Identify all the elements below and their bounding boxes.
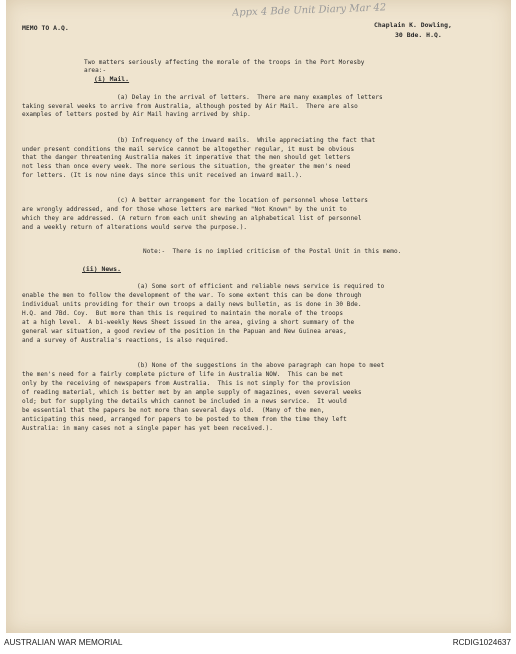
footer-reference: RCDIG1024637: [452, 638, 511, 647]
memo-heading: MEMO TO A.Q.: [22, 24, 69, 32]
news-b-line-4: of reading material, which is better met by an ample supply of magazines, even several weeks: [22, 389, 362, 396]
news-a-line-6: general war situation, a good review of the position in the Papuan and New Guinea areas,: [22, 328, 347, 335]
para-c-line-2: are wrongly addressed, and for those whose letters are marked "Not Known" by the unit to: [22, 206, 347, 213]
from-line-2: 30 Bde. H.Q.: [395, 31, 442, 39]
news-a-line-5: at a high level. A bi-weekly News Sheet issued in the area, giving a short summary of the: [22, 319, 355, 326]
news-heading: (ii) News.: [82, 265, 121, 273]
para-b-line-3: that the danger threatening Australia makes it imperative that the men should get letters: [22, 154, 351, 161]
intro-line-2: area:-: [84, 67, 107, 74]
handwritten-annotation: Appx 4 Bde Unit Diary Mar 42: [231, 2, 387, 19]
news-b-line-1: (b) None of the suggestions in the above paragraph can hope to meet: [137, 362, 385, 369]
mail-heading: (i) Mail.: [94, 75, 130, 83]
news-b-line-6: be essential that the papers be not more than several days old. (Many of the men,: [22, 407, 325, 414]
para-a-line-2: taking several weeks to arrive from Australia, although posted by Air Mail. There are also: [22, 103, 358, 110]
para-b-line-4: not less than once every week. The more serious the situation, the greater the men's need: [22, 163, 351, 170]
intro-line-1: Two matters seriously affecting the morale of the troops in the Port Moresby: [84, 59, 365, 66]
para-b-line-5: for letters. (It is now nine days since this unit received an inward mail.).: [22, 172, 303, 179]
para-c-line-1: (c) A better arrangement for the location of personnel whose letters: [117, 197, 368, 204]
footer-source: AUSTRALIAN WAR MEMORIAL: [4, 638, 123, 647]
news-a-line-1: (a) Some sort of efficient and reliable news service is required to: [137, 283, 385, 290]
news-b-line-5: old; but for supplying the details which cannot be included in a news service. It would: [22, 398, 347, 405]
news-a-line-7: and a survey of Australia's reactions, is also required.: [22, 337, 229, 344]
para-c-line-4: and a weekly return of alterations would serve the purpose.).: [22, 224, 248, 231]
news-b-line-2: the men's need for a fairly complete picture of life in Australia NOW. This can be met: [22, 371, 344, 378]
para-b-line-1: (b) Infrequency of the inward mails. While appreciating the fact that: [117, 137, 376, 144]
from-line-1: Chaplain K. Dowling,: [374, 21, 452, 29]
para-a-line-1: (a) Delay in the arrival of letters. There are many examples of letters: [117, 94, 383, 101]
para-b-line-2: under present conditions the mail service cannot be altogether regular, it must be obvious: [22, 146, 355, 153]
para-a-line-3: examples of letters posted by Air Mail having arrived by ship.: [22, 111, 251, 118]
para-c-line-3: which they are addressed. (A return from each unit shewing an alphabetical list of personnel: [22, 215, 362, 222]
postal-note: Note:- There is no implied criticism of the Postal Unit in this memo.: [143, 248, 402, 255]
news-b-line-7: anticipating this need, arranged for papers to be posted to them from the time they left: [22, 416, 347, 423]
news-b-line-8: Australia: in many cases not a single paper has yet been received.).: [22, 425, 273, 432]
news-a-line-4: H.Q. and 7Bd. Coy. But more than this is required to maintain the morale of the troops: [22, 310, 344, 317]
news-a-line-2: enable the men to follow the development of the war. To some extent this can be done through: [22, 292, 362, 299]
archive-footer: [0, 633, 516, 654]
news-a-line-3: individual units providing for their own troops a daily news bulletin, as is done in 30 Bde.: [22, 301, 362, 308]
news-b-line-3: only by the receiving of newspapers from Australia. This is not simply for the provision: [22, 380, 351, 387]
